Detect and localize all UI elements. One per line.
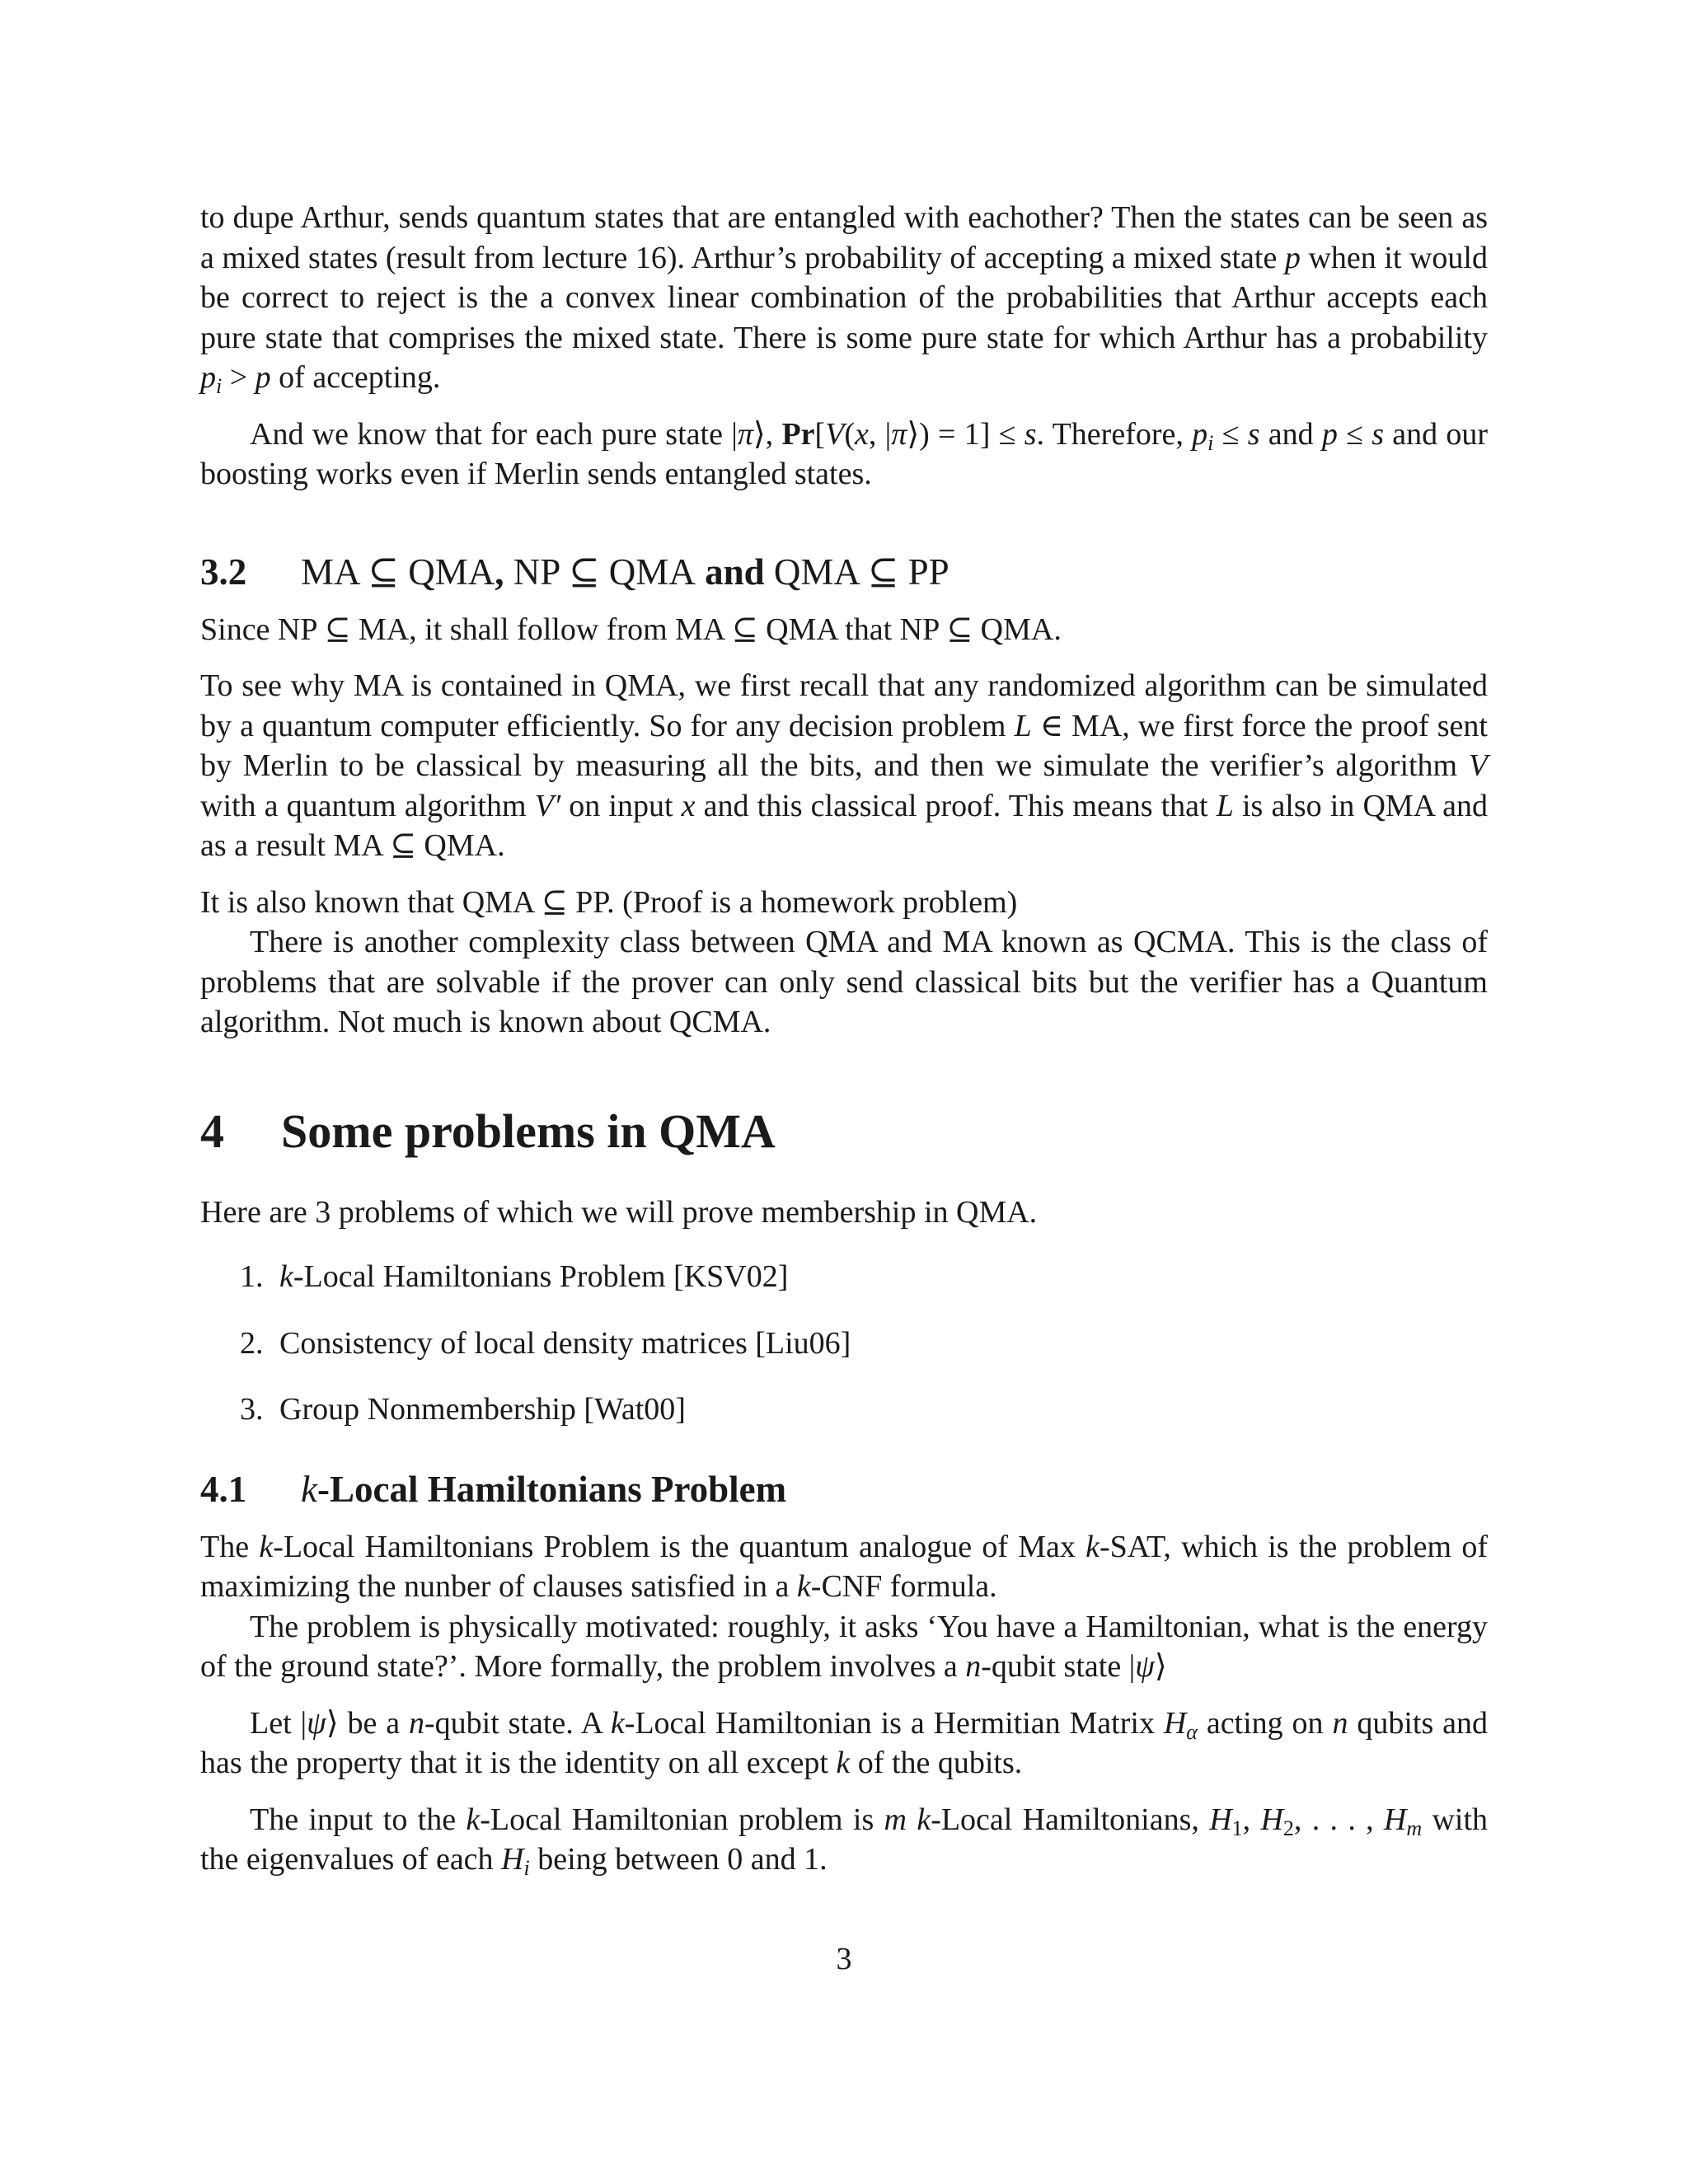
math-var: ψ <box>1135 1649 1155 1684</box>
text: -Local Hamiltonian problem is <box>480 1802 884 1837</box>
math-var: π <box>891 416 907 452</box>
math-var: k <box>917 1802 931 1837</box>
math-subscript: 1 <box>1231 1816 1243 1840</box>
math-op: ( <box>844 416 856 452</box>
math-var: x <box>855 416 869 452</box>
math-var: p <box>200 360 216 395</box>
text: The problem is physically motivated: roughly, it asks ‘You have a Hamiltonian, what is the energy of the ground state?’. More formally, the problem involves a <box>200 1609 1488 1684</box>
math-var: π <box>737 416 753 452</box>
text: acting on <box>1197 1705 1333 1741</box>
math-var: n <box>1332 1705 1348 1741</box>
text <box>907 1802 917 1837</box>
math-subscript: m <box>1406 1816 1423 1840</box>
paragraph-ma-in-qma <box>200 666 1488 866</box>
math-var: k <box>466 1802 481 1837</box>
math-pr: Pr <box>781 416 815 452</box>
math-var: H <box>1260 1802 1283 1837</box>
section-number: 4.1 <box>200 1468 247 1510</box>
math-var: k <box>610 1705 625 1741</box>
math-var: k <box>301 1468 317 1510</box>
list-number: 2. <box>240 1325 264 1361</box>
problem-list <box>200 1257 1488 1430</box>
math-var: k <box>1085 1529 1100 1564</box>
math-var: p <box>1284 240 1301 275</box>
math-var: s <box>1247 416 1260 452</box>
math-var: H <box>1163 1705 1187 1741</box>
text: qubits and has the property that it is the identity on all except <box>200 1705 1488 1780</box>
math-var: H <box>1209 1802 1232 1837</box>
text: -Local Hamiltonians Problem is the quantum analogue of Max <box>273 1529 1086 1564</box>
math-var: x <box>681 788 696 823</box>
heading-text: -Local Hamiltonians Problem <box>316 1468 787 1510</box>
heading-text: NP ⊆ QMA <box>513 551 696 593</box>
section-heading-4-1 <box>200 1466 1488 1512</box>
math-var: k <box>259 1529 274 1564</box>
math-subscript: i <box>216 374 223 398</box>
paragraph-problems-intro: Here are 3 problems of which we will prove membership in QMA. <box>200 1194 1038 1230</box>
text: ⟩ be a <box>326 1705 409 1741</box>
math-op: , . . . , <box>1293 1802 1384 1837</box>
paragraph-qma-in-pp: It is also known that QMA ⊆ PP. (Proof is a homework problem) <box>200 884 1018 920</box>
text: with a quantum algorithm <box>200 788 535 823</box>
text: To see why MA is contained in QMA, we first recall that any randomized algorithm can be simulated by a quantum computer efficiently. So for any decision problem <box>200 668 1488 743</box>
math-var: p <box>1321 416 1338 452</box>
text: ∈ MA, we first force the proof sent by Merlin to be classical by measuring all the bits, and then we simulate the verifier’s algorithm <box>200 708 1488 783</box>
list-text: -Local Hamiltonians Problem [KSV02] <box>293 1259 789 1294</box>
math-var: H <box>1383 1802 1407 1837</box>
math-var: L <box>1014 708 1032 743</box>
text: to dupe Arthur, sends quantum states that are entangled with eachother? Then the states can be seen as a mixed states (result from lecture 16). Arthur’s probability of accepting a mixed state <box>200 200 1488 275</box>
text: -SAT, which is the problem of maximizing the nunber of clauses satisfied in a <box>200 1529 1488 1604</box>
list-item <box>240 1324 1488 1364</box>
text: And we know that for each pure state | <box>250 416 738 452</box>
math-var: L <box>1216 788 1234 823</box>
math-var: V <box>825 416 845 452</box>
math-var: n <box>965 1649 982 1684</box>
math-var: k <box>836 1746 851 1780</box>
list-number: 1. <box>240 1259 264 1294</box>
paragraph-qcma: There is another complexity class between QMA and MA known as QCMA. This is the class of problems that are solvable if the prover can only send classical bits but the verifier has a Quantum algorithm. Not much is known about QCMA. <box>200 925 1488 1039</box>
math-op: ≤ <box>1337 416 1372 452</box>
math-var: V′ <box>534 788 561 823</box>
math-var: p <box>1192 416 1208 452</box>
math-op: , <box>1242 1802 1261 1837</box>
list-item <box>240 1390 1488 1430</box>
text: -Local Hamiltonian is a Hermitian Matrix <box>624 1705 1164 1741</box>
math-var: s <box>1024 416 1037 452</box>
math-op: ⟩) = 1] ≤ <box>907 416 1025 452</box>
list-text: Consistency of local density matrices [Liu06] <box>279 1325 851 1361</box>
math-op: ≤ <box>1213 416 1248 452</box>
math-op: ⟩ <box>1154 1649 1167 1684</box>
paragraph-mixed-states <box>200 198 1488 398</box>
text: -Local Hamiltonians, <box>931 1802 1210 1837</box>
math-var: ψ <box>307 1705 326 1741</box>
paragraph-definition <box>200 1704 1488 1783</box>
page-number: 3 <box>836 1942 852 1976</box>
text: -CNF formula. <box>810 1569 997 1604</box>
section-number: 3.2 <box>200 551 247 593</box>
math-subscript: i <box>1207 430 1214 455</box>
heading-text: and <box>695 551 774 593</box>
math-var: n <box>408 1705 424 1741</box>
paragraph-np-in-qma: Since NP ⊆ MA, it shall follow from MA ⊆ QMA that NP ⊆ QMA. <box>200 612 1062 647</box>
paragraph-boosting <box>200 415 1488 494</box>
text: on input <box>560 788 682 823</box>
paragraph-motivation <box>200 1607 1488 1687</box>
heading-text: MA ⊆ QMA <box>301 551 495 593</box>
text: of the qubits. <box>850 1746 1023 1780</box>
text: The input to the <box>250 1802 467 1837</box>
text: when it would be correct to reject is the a convex linear combination of the probabilities that Arthur accepts each pure state that comprises the mixed state. There is some pure state for which Arthur has a probability <box>200 240 1488 355</box>
math-var: s <box>1372 416 1384 452</box>
text: Let | <box>250 1705 307 1741</box>
math-subscript: 2 <box>1282 1816 1294 1840</box>
section-heading-4 <box>200 1104 1488 1160</box>
text: -qubit state. A <box>424 1705 611 1741</box>
text: is also in QMA and as a result MA ⊆ QMA. <box>200 788 1489 863</box>
math-var: m <box>884 1802 907 1837</box>
section-number: 4 <box>200 1104 224 1158</box>
section-heading-3-2 <box>200 549 1488 595</box>
math-op: [ <box>814 416 826 452</box>
paper-page <box>200 198 1488 1880</box>
text: being between 0 and 1. <box>529 1842 828 1877</box>
math-subscript: i <box>523 1856 530 1880</box>
heading-text: QMA ⊆ PP <box>773 551 950 593</box>
text: ⟩, <box>753 416 782 452</box>
text: and <box>1259 416 1322 452</box>
paragraph-analogue <box>200 1527 1488 1607</box>
heading-text: Some problems in QMA <box>281 1104 776 1158</box>
heading-text: , <box>495 551 513 593</box>
text: of accepting. <box>270 360 441 395</box>
math-var: p <box>255 360 271 395</box>
text: -qubit state | <box>981 1649 1136 1684</box>
list-number: 3. <box>240 1392 264 1427</box>
list-text: Group Nonmembership [Wat00] <box>279 1392 686 1427</box>
math-var: k <box>279 1259 293 1294</box>
math-var: k <box>796 1569 811 1604</box>
text: . Therefore, <box>1036 416 1193 452</box>
list-item <box>240 1257 1488 1297</box>
text: The <box>200 1529 260 1564</box>
paragraph-input <box>200 1800 1488 1880</box>
text: and our boosting works even if Merlin sends entangled states. <box>200 416 1488 491</box>
text: and this classical proof. This means that <box>695 788 1217 823</box>
math-var: H <box>501 1842 524 1877</box>
text: with the eigenvalues of each <box>200 1802 1489 1877</box>
math-var: V <box>1468 748 1488 783</box>
math-op: > <box>222 360 256 395</box>
math-subscript: α <box>1186 1719 1198 1744</box>
math-op: , | <box>868 416 892 452</box>
